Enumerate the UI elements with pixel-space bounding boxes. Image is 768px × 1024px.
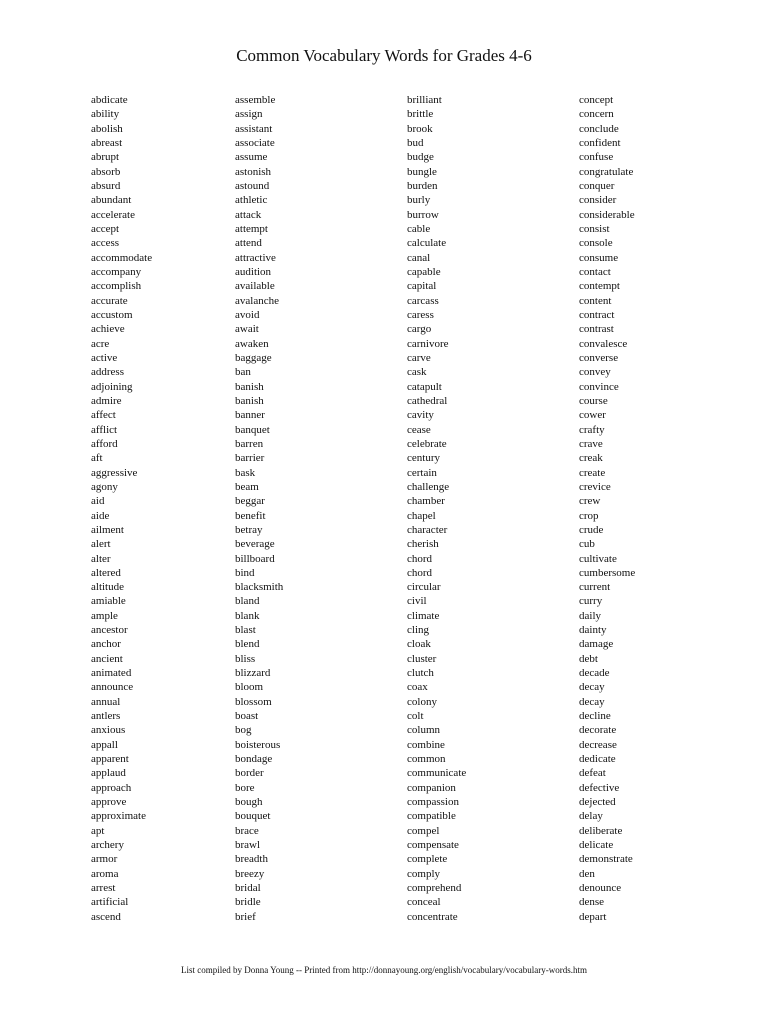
vocabulary-word: accompany bbox=[91, 265, 142, 278]
vocabulary-word: affect bbox=[91, 409, 116, 422]
vocabulary-word: century bbox=[407, 452, 440, 465]
vocabulary-word: coax bbox=[407, 681, 428, 694]
vocabulary-word: bouquet bbox=[235, 810, 271, 823]
vocabulary-word: climate bbox=[407, 609, 440, 622]
vocabulary-word: ancestor bbox=[91, 624, 128, 637]
vocabulary-word: attractive bbox=[235, 251, 276, 264]
vocabulary-word: compassion bbox=[407, 796, 459, 809]
vocabulary-word: complete bbox=[407, 853, 448, 866]
vocabulary-word: curry bbox=[579, 595, 603, 608]
vocabulary-word: barren bbox=[235, 437, 264, 450]
vocabulary-word: character bbox=[407, 523, 448, 536]
vocabulary-word: aggressive bbox=[91, 466, 138, 479]
vocabulary-word: canal bbox=[407, 251, 431, 264]
vocabulary-word: assign bbox=[235, 108, 263, 121]
vocabulary-word: cable bbox=[407, 222, 431, 235]
vocabulary-word: demonstrate bbox=[579, 853, 633, 866]
vocabulary-word: border bbox=[235, 767, 264, 780]
vocabulary-word: bind bbox=[235, 566, 255, 579]
vocabulary-word: denounce bbox=[579, 882, 622, 895]
vocabulary-word: decrease bbox=[579, 738, 617, 751]
vocabulary-word: concentrate bbox=[407, 910, 458, 923]
vocabulary-word: betray bbox=[235, 523, 263, 536]
vocabulary-word: contact bbox=[579, 265, 611, 278]
vocabulary-word: confident bbox=[579, 136, 621, 149]
vocabulary-word: breezy bbox=[235, 867, 265, 880]
vocabulary-word: attack bbox=[235, 208, 262, 221]
vocabulary-word: ban bbox=[235, 366, 251, 379]
vocabulary-word: carnivore bbox=[407, 337, 449, 350]
vocabulary-word: brace bbox=[235, 824, 259, 837]
vocabulary-word: baggage bbox=[235, 351, 272, 364]
vocabulary-word: dejected bbox=[579, 796, 616, 809]
vocabulary-word: circular bbox=[407, 581, 441, 594]
vocabulary-word: banquet bbox=[235, 423, 270, 436]
vocabulary-word: athletic bbox=[235, 194, 268, 207]
vocabulary-word: beam bbox=[235, 480, 259, 493]
footer-credit: List compiled by Donna Young -- Printed from http://donnayoung.org/english/vocabulary/vocabulary-words.htm bbox=[180, 965, 588, 975]
vocabulary-word: capable bbox=[407, 265, 441, 278]
vocabulary-word: calculate bbox=[407, 237, 447, 250]
vocabulary-word: compensate bbox=[407, 839, 459, 852]
vocabulary-word: address bbox=[91, 366, 124, 379]
vocabulary-word: caress bbox=[407, 308, 434, 321]
vocabulary-word: archery bbox=[91, 839, 124, 852]
vocabulary-word: apparent bbox=[91, 753, 129, 766]
vocabulary-word: breadth bbox=[235, 853, 268, 866]
vocabulary-word: chamber bbox=[407, 495, 445, 508]
vocabulary-word: accommodate bbox=[91, 251, 153, 264]
vocabulary-word: convey bbox=[579, 366, 611, 379]
vocabulary-word: carcass bbox=[407, 294, 439, 307]
vocabulary-word: crop bbox=[579, 509, 599, 522]
vocabulary-word: console bbox=[579, 237, 613, 250]
vocabulary-word: announce bbox=[91, 681, 134, 694]
vocabulary-word: cloak bbox=[407, 638, 431, 651]
vocabulary-word: brawl bbox=[235, 839, 261, 852]
vocabulary-word: cask bbox=[407, 366, 427, 379]
vocabulary-word: adjoining bbox=[91, 380, 133, 393]
vocabulary-word: boast bbox=[235, 710, 259, 723]
vocabulary-word: abreast bbox=[91, 136, 123, 149]
vocabulary-word: congratulate bbox=[579, 165, 634, 178]
vocabulary-word: cluster bbox=[407, 652, 437, 665]
vocabulary-word: challenge bbox=[407, 480, 450, 493]
vocabulary-word: afford bbox=[91, 437, 118, 450]
vocabulary-word: associate bbox=[235, 136, 275, 149]
vocabulary-word: cease bbox=[407, 423, 431, 436]
vocabulary-word: dainty bbox=[579, 624, 607, 637]
word-column-2 bbox=[235, 93, 283, 924]
vocabulary-word: dense bbox=[579, 896, 605, 909]
vocabulary-word: cumbersome bbox=[579, 566, 636, 579]
vocabulary-word: attempt bbox=[235, 222, 268, 235]
vocabulary-word: conceal bbox=[407, 896, 441, 909]
vocabulary-word: bud bbox=[407, 136, 424, 149]
vocabulary-word: decay bbox=[579, 681, 605, 694]
vocabulary-word: astonish bbox=[235, 165, 272, 178]
vocabulary-word: decline bbox=[579, 710, 611, 723]
vocabulary-word: acre bbox=[91, 337, 110, 350]
vocabulary-word: absurd bbox=[91, 179, 121, 192]
vocabulary-word: carve bbox=[407, 351, 431, 364]
vocabulary-word: compatible bbox=[407, 810, 456, 823]
vocabulary-word: accomplish bbox=[91, 280, 142, 293]
vocabulary-word: aroma bbox=[91, 867, 119, 880]
vocabulary-word: banner bbox=[235, 409, 265, 422]
vocabulary-word: defeat bbox=[579, 767, 606, 780]
vocabulary-word: brilliant bbox=[407, 94, 442, 106]
vocabulary-word: damage bbox=[579, 638, 614, 651]
vocabulary-word: blend bbox=[235, 638, 260, 651]
vocabulary-word: benefit bbox=[235, 509, 266, 522]
vocabulary-word: bliss bbox=[235, 652, 256, 665]
vocabulary-word: boisterous bbox=[235, 738, 281, 751]
vocabulary-word: cherish bbox=[407, 538, 439, 551]
vocabulary-word: certain bbox=[407, 466, 437, 479]
vocabulary-word: cathedral bbox=[407, 394, 448, 407]
vocabulary-word: convalesce bbox=[579, 337, 628, 350]
vocabulary-word: altitude bbox=[91, 581, 124, 594]
vocabulary-word: contract bbox=[579, 308, 615, 321]
word-column-1 bbox=[91, 93, 152, 924]
vocabulary-word: await bbox=[235, 323, 259, 336]
vocabulary-word: applaud bbox=[91, 767, 126, 780]
vocabulary-word: ascend bbox=[91, 910, 121, 923]
word-columns bbox=[0, 93, 768, 933]
vocabulary-word: animated bbox=[91, 667, 132, 680]
vocabulary-word: budge bbox=[407, 151, 434, 164]
vocabulary-word: consume bbox=[579, 251, 619, 264]
vocabulary-word: brief bbox=[235, 910, 256, 923]
vocabulary-word: create bbox=[579, 466, 606, 479]
vocabulary-word: burden bbox=[407, 179, 438, 192]
vocabulary-word: apt bbox=[91, 824, 105, 837]
vocabulary-word: accustom bbox=[91, 308, 133, 321]
vocabulary-word: armor bbox=[91, 853, 118, 866]
vocabulary-word: delay bbox=[579, 810, 603, 823]
vocabulary-word: comply bbox=[407, 867, 440, 880]
vocabulary-word: colony bbox=[407, 695, 437, 708]
vocabulary-word: available bbox=[235, 280, 275, 293]
vocabulary-word: beverage bbox=[235, 538, 275, 551]
vocabulary-word: den bbox=[579, 867, 595, 880]
vocabulary-word: assistant bbox=[235, 122, 273, 135]
vocabulary-word: colt bbox=[407, 710, 424, 723]
vocabulary-word: crave bbox=[579, 437, 603, 450]
vocabulary-word: brook bbox=[407, 122, 433, 135]
vocabulary-word: blast bbox=[235, 624, 256, 637]
vocabulary-word: attend bbox=[235, 237, 262, 250]
vocabulary-word: cower bbox=[579, 409, 606, 422]
vocabulary-word: blacksmith bbox=[235, 581, 284, 594]
vocabulary-word: accept bbox=[91, 222, 120, 235]
vocabulary-word: conquer bbox=[579, 179, 615, 192]
vocabulary-word: aid bbox=[91, 495, 105, 508]
vocabulary-word: abolish bbox=[91, 122, 123, 135]
vocabulary-word: barrier bbox=[235, 452, 265, 465]
vocabulary-word: ancient bbox=[91, 652, 123, 665]
vocabulary-word: bungle bbox=[407, 165, 437, 178]
vocabulary-word: awaken bbox=[235, 337, 269, 350]
vocabulary-word: admire bbox=[91, 394, 122, 407]
vocabulary-word: crude bbox=[579, 523, 604, 536]
vocabulary-word: conclude bbox=[579, 122, 619, 135]
vocabulary-word: achieve bbox=[91, 323, 125, 336]
vocabulary-word: cargo bbox=[407, 323, 432, 336]
vocabulary-word: creak bbox=[579, 452, 603, 465]
vocabulary-word: debt bbox=[579, 652, 598, 665]
vocabulary-word: combine bbox=[407, 738, 445, 751]
vocabulary-word: crevice bbox=[579, 480, 611, 493]
vocabulary-word: dedicate bbox=[579, 753, 616, 766]
vocabulary-word: consist bbox=[579, 222, 610, 235]
vocabulary-word: ailment bbox=[91, 523, 124, 536]
vocabulary-word: accelerate bbox=[91, 208, 135, 221]
vocabulary-word: converse bbox=[579, 351, 619, 364]
vocabulary-word: beggar bbox=[235, 495, 265, 508]
vocabulary-word: alert bbox=[91, 538, 111, 551]
vocabulary-word: confuse bbox=[579, 151, 614, 164]
vocabulary-word: bough bbox=[235, 796, 263, 809]
vocabulary-word: content bbox=[579, 294, 612, 307]
vocabulary-word: accurate bbox=[91, 294, 128, 307]
vocabulary-word: common bbox=[407, 753, 446, 766]
vocabulary-word: bland bbox=[235, 595, 260, 608]
vocabulary-word: column bbox=[407, 724, 440, 737]
vocabulary-word: communicate bbox=[407, 767, 467, 780]
vocabulary-word: annual bbox=[91, 695, 121, 708]
vocabulary-word: astound bbox=[235, 179, 270, 192]
vocabulary-word: anchor bbox=[91, 638, 121, 651]
vocabulary-word: antlers bbox=[91, 710, 121, 723]
vocabulary-word: companion bbox=[407, 781, 456, 794]
vocabulary-word: bask bbox=[235, 466, 256, 479]
vocabulary-word: concept bbox=[579, 94, 614, 106]
vocabulary-word: delicate bbox=[579, 839, 614, 852]
vocabulary-word: aft bbox=[91, 452, 103, 465]
vocabulary-word: crafty bbox=[579, 423, 605, 436]
vocabulary-word: blizzard bbox=[235, 667, 271, 680]
vocabulary-word: deliberate bbox=[579, 824, 623, 837]
vocabulary-word: approximate bbox=[91, 810, 146, 823]
vocabulary-word: appall bbox=[91, 738, 118, 751]
vocabulary-word: chord bbox=[407, 552, 433, 565]
vocabulary-word: active bbox=[91, 351, 118, 364]
vocabulary-word: blossom bbox=[235, 695, 272, 708]
vocabulary-word: cavity bbox=[407, 409, 434, 422]
vocabulary-word: contempt bbox=[579, 280, 620, 293]
vocabulary-word: billboard bbox=[235, 552, 275, 565]
vocabulary-word: bore bbox=[235, 781, 255, 794]
vocabulary-word: celebrate bbox=[407, 437, 447, 450]
vocabulary-word: consider bbox=[579, 194, 617, 207]
word-column-3 bbox=[407, 93, 466, 924]
vocabulary-word: considerable bbox=[579, 208, 635, 221]
vocabulary-word: bridle bbox=[235, 896, 261, 909]
vocabulary-word: depart bbox=[579, 910, 607, 923]
vocabulary-word: banish bbox=[235, 380, 264, 393]
vocabulary-word: convince bbox=[579, 380, 619, 393]
vocabulary-word: banish bbox=[235, 394, 264, 407]
vocabulary-word: artificial bbox=[91, 896, 129, 909]
vocabulary-word: anxious bbox=[91, 724, 126, 737]
vocabulary-word: afflict bbox=[91, 423, 118, 436]
vocabulary-word: bondage bbox=[235, 753, 273, 766]
vocabulary-word: ability bbox=[91, 108, 120, 121]
vocabulary-word: comprehend bbox=[407, 882, 462, 895]
vocabulary-word: current bbox=[579, 581, 611, 594]
vocabulary-word: amiable bbox=[91, 595, 126, 608]
vocabulary-word: altered bbox=[91, 566, 121, 579]
vocabulary-word: access bbox=[91, 237, 120, 250]
vocabulary-word: abrupt bbox=[91, 151, 120, 164]
vocabulary-word: cling bbox=[407, 624, 429, 637]
vocabulary-word: ample bbox=[91, 609, 118, 622]
vocabulary-word: agony bbox=[91, 480, 118, 493]
vocabulary-word: bog bbox=[235, 724, 252, 737]
vocabulary-word: approach bbox=[91, 781, 132, 794]
vocabulary-word: brittle bbox=[407, 108, 434, 121]
vocabulary-word: capital bbox=[407, 280, 437, 293]
vocabulary-word: catapult bbox=[407, 380, 442, 393]
vocabulary-word: burly bbox=[407, 194, 431, 207]
vocabulary-word: contrast bbox=[579, 323, 614, 336]
vocabulary-word: crew bbox=[579, 495, 601, 508]
vocabulary-word: aide bbox=[91, 509, 110, 522]
vocabulary-word: concern bbox=[579, 108, 614, 121]
vocabulary-word: clutch bbox=[407, 667, 434, 680]
vocabulary-word: alter bbox=[91, 552, 111, 565]
vocabulary-word: compel bbox=[407, 824, 440, 837]
vocabulary-word: abundant bbox=[91, 194, 132, 207]
vocabulary-word: approve bbox=[91, 796, 127, 809]
page-title: Common Vocabulary Words for Grades 4-6 bbox=[236, 46, 532, 65]
vocabulary-word: burrow bbox=[407, 208, 439, 221]
vocabulary-word: bloom bbox=[235, 681, 264, 694]
word-column-4 bbox=[579, 93, 635, 924]
vocabulary-word: course bbox=[579, 394, 608, 407]
vocabulary-word: assemble bbox=[235, 94, 276, 106]
vocabulary-word: chapel bbox=[407, 509, 436, 522]
vocabulary-word: assume bbox=[235, 151, 268, 164]
vocabulary-word: civil bbox=[407, 595, 427, 608]
vocabulary-word: absorb bbox=[91, 165, 121, 178]
vocabulary-word: decade bbox=[579, 667, 610, 680]
vocabulary-word: blank bbox=[235, 609, 260, 622]
vocabulary-word: abdicate bbox=[91, 94, 128, 106]
vocabulary-word: bridal bbox=[235, 882, 261, 895]
vocabulary-word: defective bbox=[579, 781, 620, 794]
vocabulary-word: audition bbox=[235, 265, 272, 278]
vocabulary-word: avalanche bbox=[235, 294, 279, 307]
vocabulary-word: daily bbox=[579, 609, 601, 622]
vocabulary-word: arrest bbox=[91, 882, 116, 895]
vocabulary-word: avoid bbox=[235, 308, 260, 321]
vocabulary-word: decorate bbox=[579, 724, 617, 737]
vocabulary-word: cub bbox=[579, 538, 595, 551]
vocabulary-word: cultivate bbox=[579, 552, 617, 565]
vocabulary-word: decay bbox=[579, 695, 605, 708]
vocabulary-word: chord bbox=[407, 566, 433, 579]
